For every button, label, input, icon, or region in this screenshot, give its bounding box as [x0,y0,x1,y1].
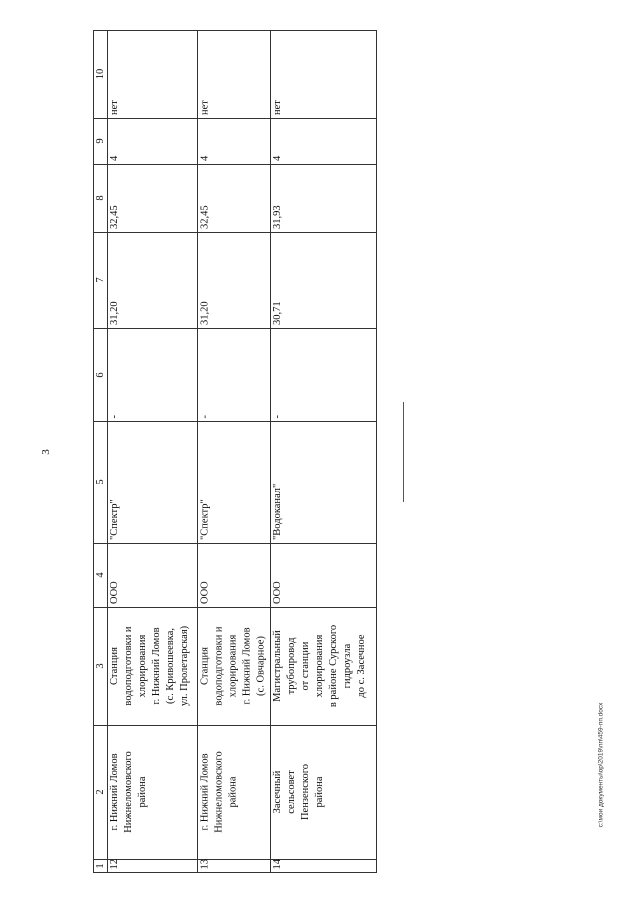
row-12-col9: 4 [109,155,120,161]
row-13-locality: г. Нижний Ломов Нижнеломовского района [199,751,238,833]
row-12-col7: 31,20 [109,301,120,325]
row-12-org_name: "Спектр" [109,499,120,540]
row-13-org_form: ООО [199,581,210,604]
row-12-num: 12 [109,859,120,869]
row-12-locality: г. Нижний Ломов Нижнеломовского района [109,751,148,833]
row-13-org_name: "Спектр" [199,499,210,540]
header-col-10: 10 [95,68,106,80]
header-col-8: 8 [95,195,106,201]
header-col-9: 9 [95,138,106,144]
row-14-locality: Засечный сельсовет Пензенского района [272,763,325,821]
grid-line [93,872,376,873]
end-divider [403,402,404,502]
row-14-col9: 4 [272,155,283,161]
row-14-col10: нет [272,100,283,115]
row-13-col10: нет [199,100,210,115]
row-13-col6: - [199,414,210,418]
header-col-6: 6 [95,371,106,378]
row-12-org_form: ООО [109,581,120,604]
header-col-5: 5 [95,479,106,485]
row-13-col8: 32,45 [199,205,210,229]
row-12-col10: нет [109,100,120,115]
header-col-4: 4 [95,572,106,578]
header-col-7: 7 [95,277,106,283]
row-13-col9: 4 [199,155,210,161]
page-number: 3 [40,449,52,455]
row-14-num: 14 [272,859,283,869]
header-col-1: 1 [95,862,106,869]
header-col-2: 2 [95,789,106,795]
row-13-col7: 31,20 [199,301,210,325]
row-12-col8: 32,45 [109,205,120,229]
row-14-org_name: "Водоканал" [272,483,283,540]
row-12-facility: Станция водоподготовки и хлорирования г. Нижний Ломов (с. Кривошеевка, ул. Пролетарская) [109,625,190,707]
row-14-col8: 31,93 [272,205,283,229]
row-14-col6: - [272,414,283,418]
row-14-org_form: ООО [272,581,283,604]
row-13-num: 13 [199,859,210,869]
row-13-facility: Станция водоподготовки и хлорирования г. Нижний Ломов (с. Овчарное) [199,626,266,706]
header-col-3: 3 [95,663,106,669]
row-12-col6: - [109,414,120,418]
row-14-col7: 30,71 [272,301,283,325]
row-14-facility: Магистральный трубопровод от станции хлорирования в районе Сурского гидроузла до с. Засечное [272,624,367,708]
footer-path: c:\мои документы\ор\2019\пп\459-пп.docx [597,702,605,828]
grid-line [376,30,377,873]
